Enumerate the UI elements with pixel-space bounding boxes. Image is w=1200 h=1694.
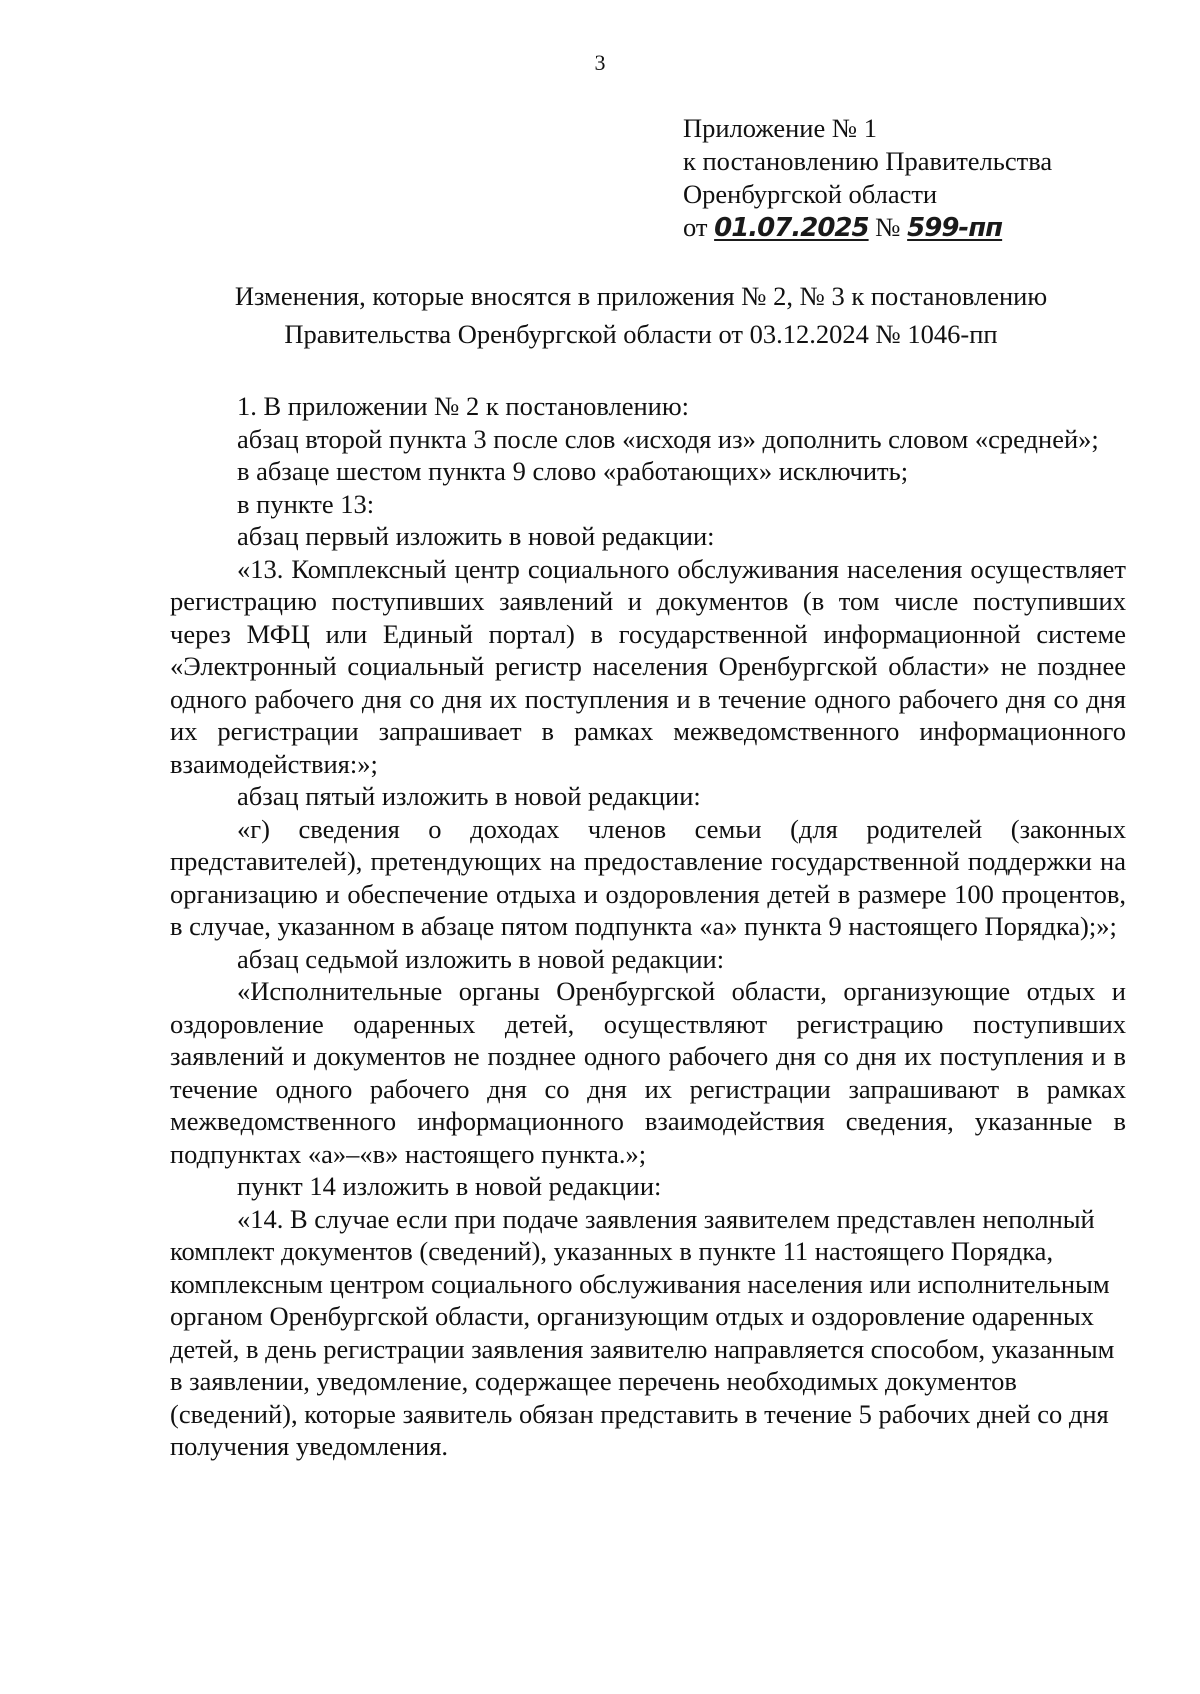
- paragraph-item-10: «Исполнительные органы Оренбургской области, организующие отдых и оздоровление одаренных детей, осуществляют регистрацию поступивших заявлений и документов не позднее одного рабочего дня со дня их поступления и в течение одного рабочего дня со дня их регистрации запрашивают в рамках межведомственного информационного взаимодействия сведения, указанные в подпунктах «а»–«в» настоящего пункта.»;: [170, 976, 1126, 1169]
- paragraph-item-2: абзац второй пункта 3 после слов «исходя из» дополнить словом «средней»;: [237, 423, 1099, 454]
- appendix-number-sign: №: [875, 212, 901, 242]
- appendix-resolution-line: к постановлению Правительства: [683, 146, 1053, 176]
- paragraph-item-12: «14. В случае если при подаче заявления заявителем представлен неполный комплект документов (сведений), указанных в пункте 11 настоящего Порядка, комплексным центром социального обслуживания населения или исполнительным органом Оренбургской области, организующим отдых и оздоровление одаренных детей, в день регистрации заявления заявителю направляется способом, указанным в заявлении, уведомление, содержащее перечень необходимых документов (сведений), которые заявитель обязан представить в течение 5 рабочих дней со дня получения уведомления.: [170, 1203, 1115, 1461]
- paragraph-item-3: в абзаце шестом пункта 9 слово «работающих» исключить;: [237, 456, 909, 486]
- page-number: 3: [594, 50, 606, 75]
- document-body: [170, 390, 1126, 1463]
- appendix-region-line: Оренбургской области: [683, 179, 938, 209]
- appendix-date-number-line: [683, 211, 1052, 245]
- paragraph-item-9: абзац седьмой изложить в новой редакции:: [237, 943, 725, 974]
- appendix-title: Приложение № 1: [683, 113, 878, 143]
- handwritten-date: 01.07.2025: [714, 213, 869, 243]
- paragraph-item-7: абзац пятый изложить в новой редакции:: [237, 781, 701, 811]
- heading-line-2: Правительства Оренбургской области от 03.12.2024 № 1046-пп: [284, 319, 998, 349]
- paragraph-item-6: «13. Комплексный центр социального обслуживания населения осуществляет регистрацию поступивших заявлений и документов (в том числе поступивших через МФЦ или Единый портал) в государственной информационной системе «Электронный социальный регистр населения Оренбургской области» не позднее одного рабочего дня со дня их поступления и в течение одного рабочего дня со дня их регистрации запрашивает в рамках межведомственного информационного взаимодействия:»;: [170, 553, 1126, 779]
- appendix-block: [683, 112, 1052, 245]
- paragraph-item-5: абзац первый изложить в новой редакции:: [237, 521, 715, 551]
- paragraph-item-8: «г) сведения о доходах членов семьи (для родителей (законных представителей), претендующих на предоставление государственной поддержки на организацию и обеспечение отдыха и оздоровления детей в размере 100 процентов, в случае, указанном в абзаце пятом подпункта «а» пункта 9 настоящего Порядка);»;: [170, 813, 1126, 941]
- paragraph-item-4: в пункте 13:: [237, 488, 375, 519]
- document-heading: [0, 277, 1200, 353]
- paragraph-item-1: 1. В приложении № 2 к постановлению:: [237, 391, 690, 421]
- paragraph-item-11: пункт 14 изложить в новой редакции:: [237, 1171, 662, 1201]
- appendix-from-prefix: от: [683, 212, 708, 242]
- handwritten-number: 599-пп: [907, 213, 1003, 243]
- heading-line-1: Изменения, которые вносятся в приложения № 2, № 3 к постановлению: [234, 281, 1048, 311]
